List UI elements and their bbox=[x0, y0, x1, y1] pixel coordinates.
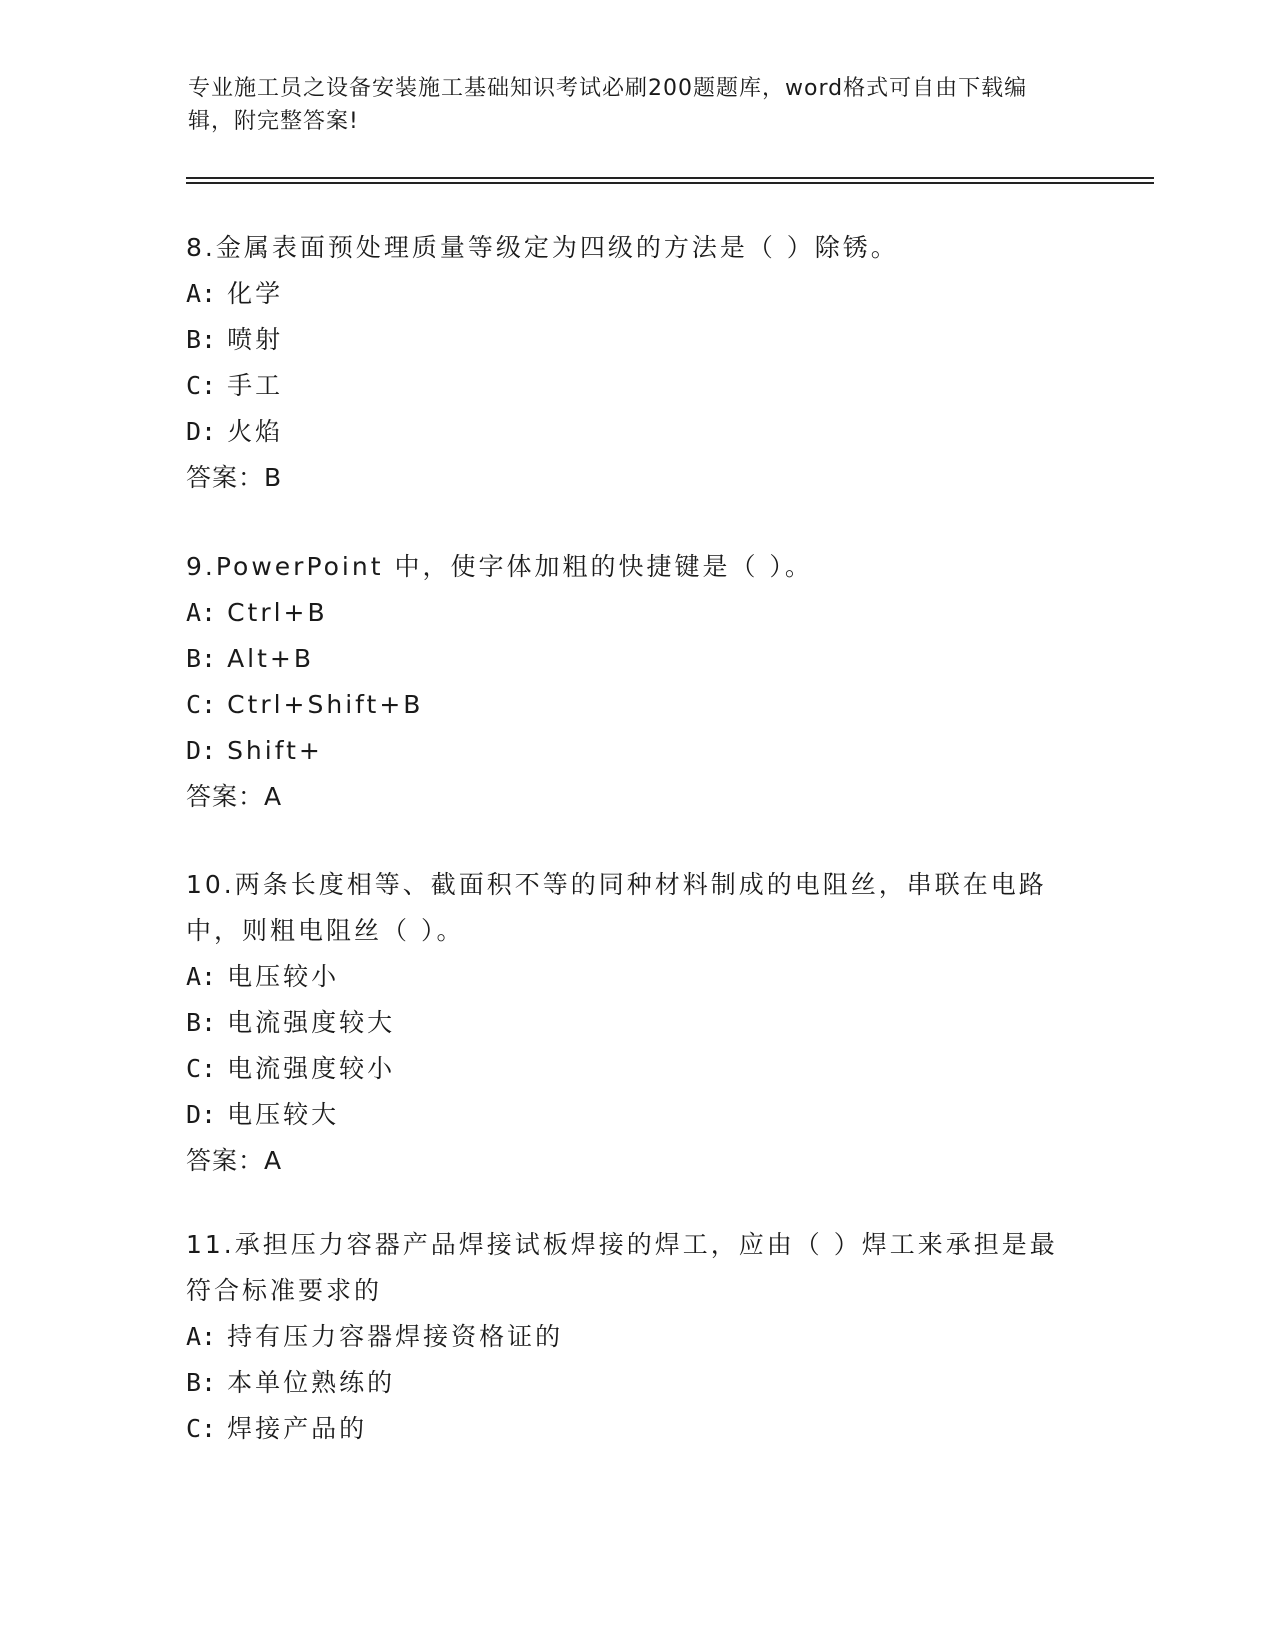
header-rule-top bbox=[186, 177, 1154, 179]
option-letter: D: bbox=[186, 736, 217, 765]
option-a bbox=[186, 271, 1086, 317]
option-text: 本单位熟练的 bbox=[227, 1368, 396, 1397]
option-text: 焊接产品的 bbox=[227, 1414, 368, 1443]
option-c bbox=[186, 1406, 1086, 1452]
option-text: Alt+B bbox=[227, 644, 315, 673]
option-letter: C: bbox=[186, 371, 217, 400]
option-letter: C: bbox=[186, 1414, 217, 1443]
option-text: 喷射 bbox=[227, 325, 284, 354]
question-stem: 11.承担压力容器产品焊接试板焊接的焊工，应由（ ）焊工来承担是最符合标准要求的 bbox=[186, 1230, 1058, 1305]
option-b bbox=[186, 636, 1086, 682]
option-b bbox=[186, 1000, 1086, 1046]
option-letter: B: bbox=[186, 1008, 217, 1037]
option-d bbox=[186, 1092, 1086, 1138]
question-9 bbox=[186, 544, 1086, 820]
option-b bbox=[186, 1360, 1086, 1406]
option-text: Ctrl+B bbox=[227, 598, 328, 627]
option-text: 电压较小 bbox=[227, 962, 340, 991]
option-letter: B: bbox=[186, 325, 217, 354]
option-text: 火焰 bbox=[227, 417, 284, 446]
option-c bbox=[186, 1046, 1086, 1092]
option-letter: A: bbox=[186, 1322, 217, 1351]
question-stem: 9.PowerPoint 中，使字体加粗的快捷键是（ ）。 bbox=[186, 552, 813, 581]
question-10 bbox=[186, 862, 1086, 1184]
question-stem: 8.金属表面预处理质量等级定为四级的方法是（ ）除锈。 bbox=[186, 233, 899, 262]
option-text: 电流强度较小 bbox=[227, 1054, 396, 1083]
header-rule-bottom bbox=[186, 182, 1154, 184]
option-a bbox=[186, 954, 1086, 1000]
answer-line: 答案：A bbox=[186, 782, 283, 811]
option-text: 电压较大 bbox=[227, 1100, 340, 1129]
option-letter: B: bbox=[186, 644, 217, 673]
option-a bbox=[186, 1314, 1086, 1360]
option-c bbox=[186, 682, 1086, 728]
option-text: Shift+ bbox=[227, 736, 323, 765]
option-a bbox=[186, 590, 1086, 636]
answer-line: 答案：A bbox=[186, 1146, 283, 1175]
option-text: 化学 bbox=[227, 279, 284, 308]
option-letter: A: bbox=[186, 962, 217, 991]
option-letter: A: bbox=[186, 598, 217, 627]
option-b bbox=[186, 317, 1086, 363]
option-d bbox=[186, 409, 1086, 455]
option-text: 持有压力容器焊接资格证的 bbox=[227, 1322, 564, 1351]
option-text: Ctrl+Shift+B bbox=[227, 690, 424, 719]
question-stem: 10.两条长度相等、截面积不等的同种材料制成的电阻丝，串联在电路中，则粗电阻丝（ ）。 bbox=[186, 870, 1047, 945]
question-8 bbox=[186, 225, 1086, 501]
answer-line: 答案：B bbox=[186, 463, 283, 492]
option-letter: C: bbox=[186, 1054, 217, 1083]
option-text: 电流强度较大 bbox=[227, 1008, 396, 1037]
option-letter: D: bbox=[186, 1100, 217, 1129]
option-text: 手工 bbox=[227, 371, 284, 400]
question-11 bbox=[186, 1222, 1086, 1452]
document-header: 专业施工员之设备安装施工基础知识考试必刷200题题库，word格式可自由下载编辑，附完整答案! bbox=[188, 76, 1028, 134]
option-letter: C: bbox=[186, 690, 217, 719]
option-c bbox=[186, 363, 1086, 409]
option-letter: B: bbox=[186, 1368, 217, 1397]
option-d bbox=[186, 728, 1086, 774]
option-letter: A: bbox=[186, 279, 217, 308]
option-letter: D: bbox=[186, 417, 217, 446]
